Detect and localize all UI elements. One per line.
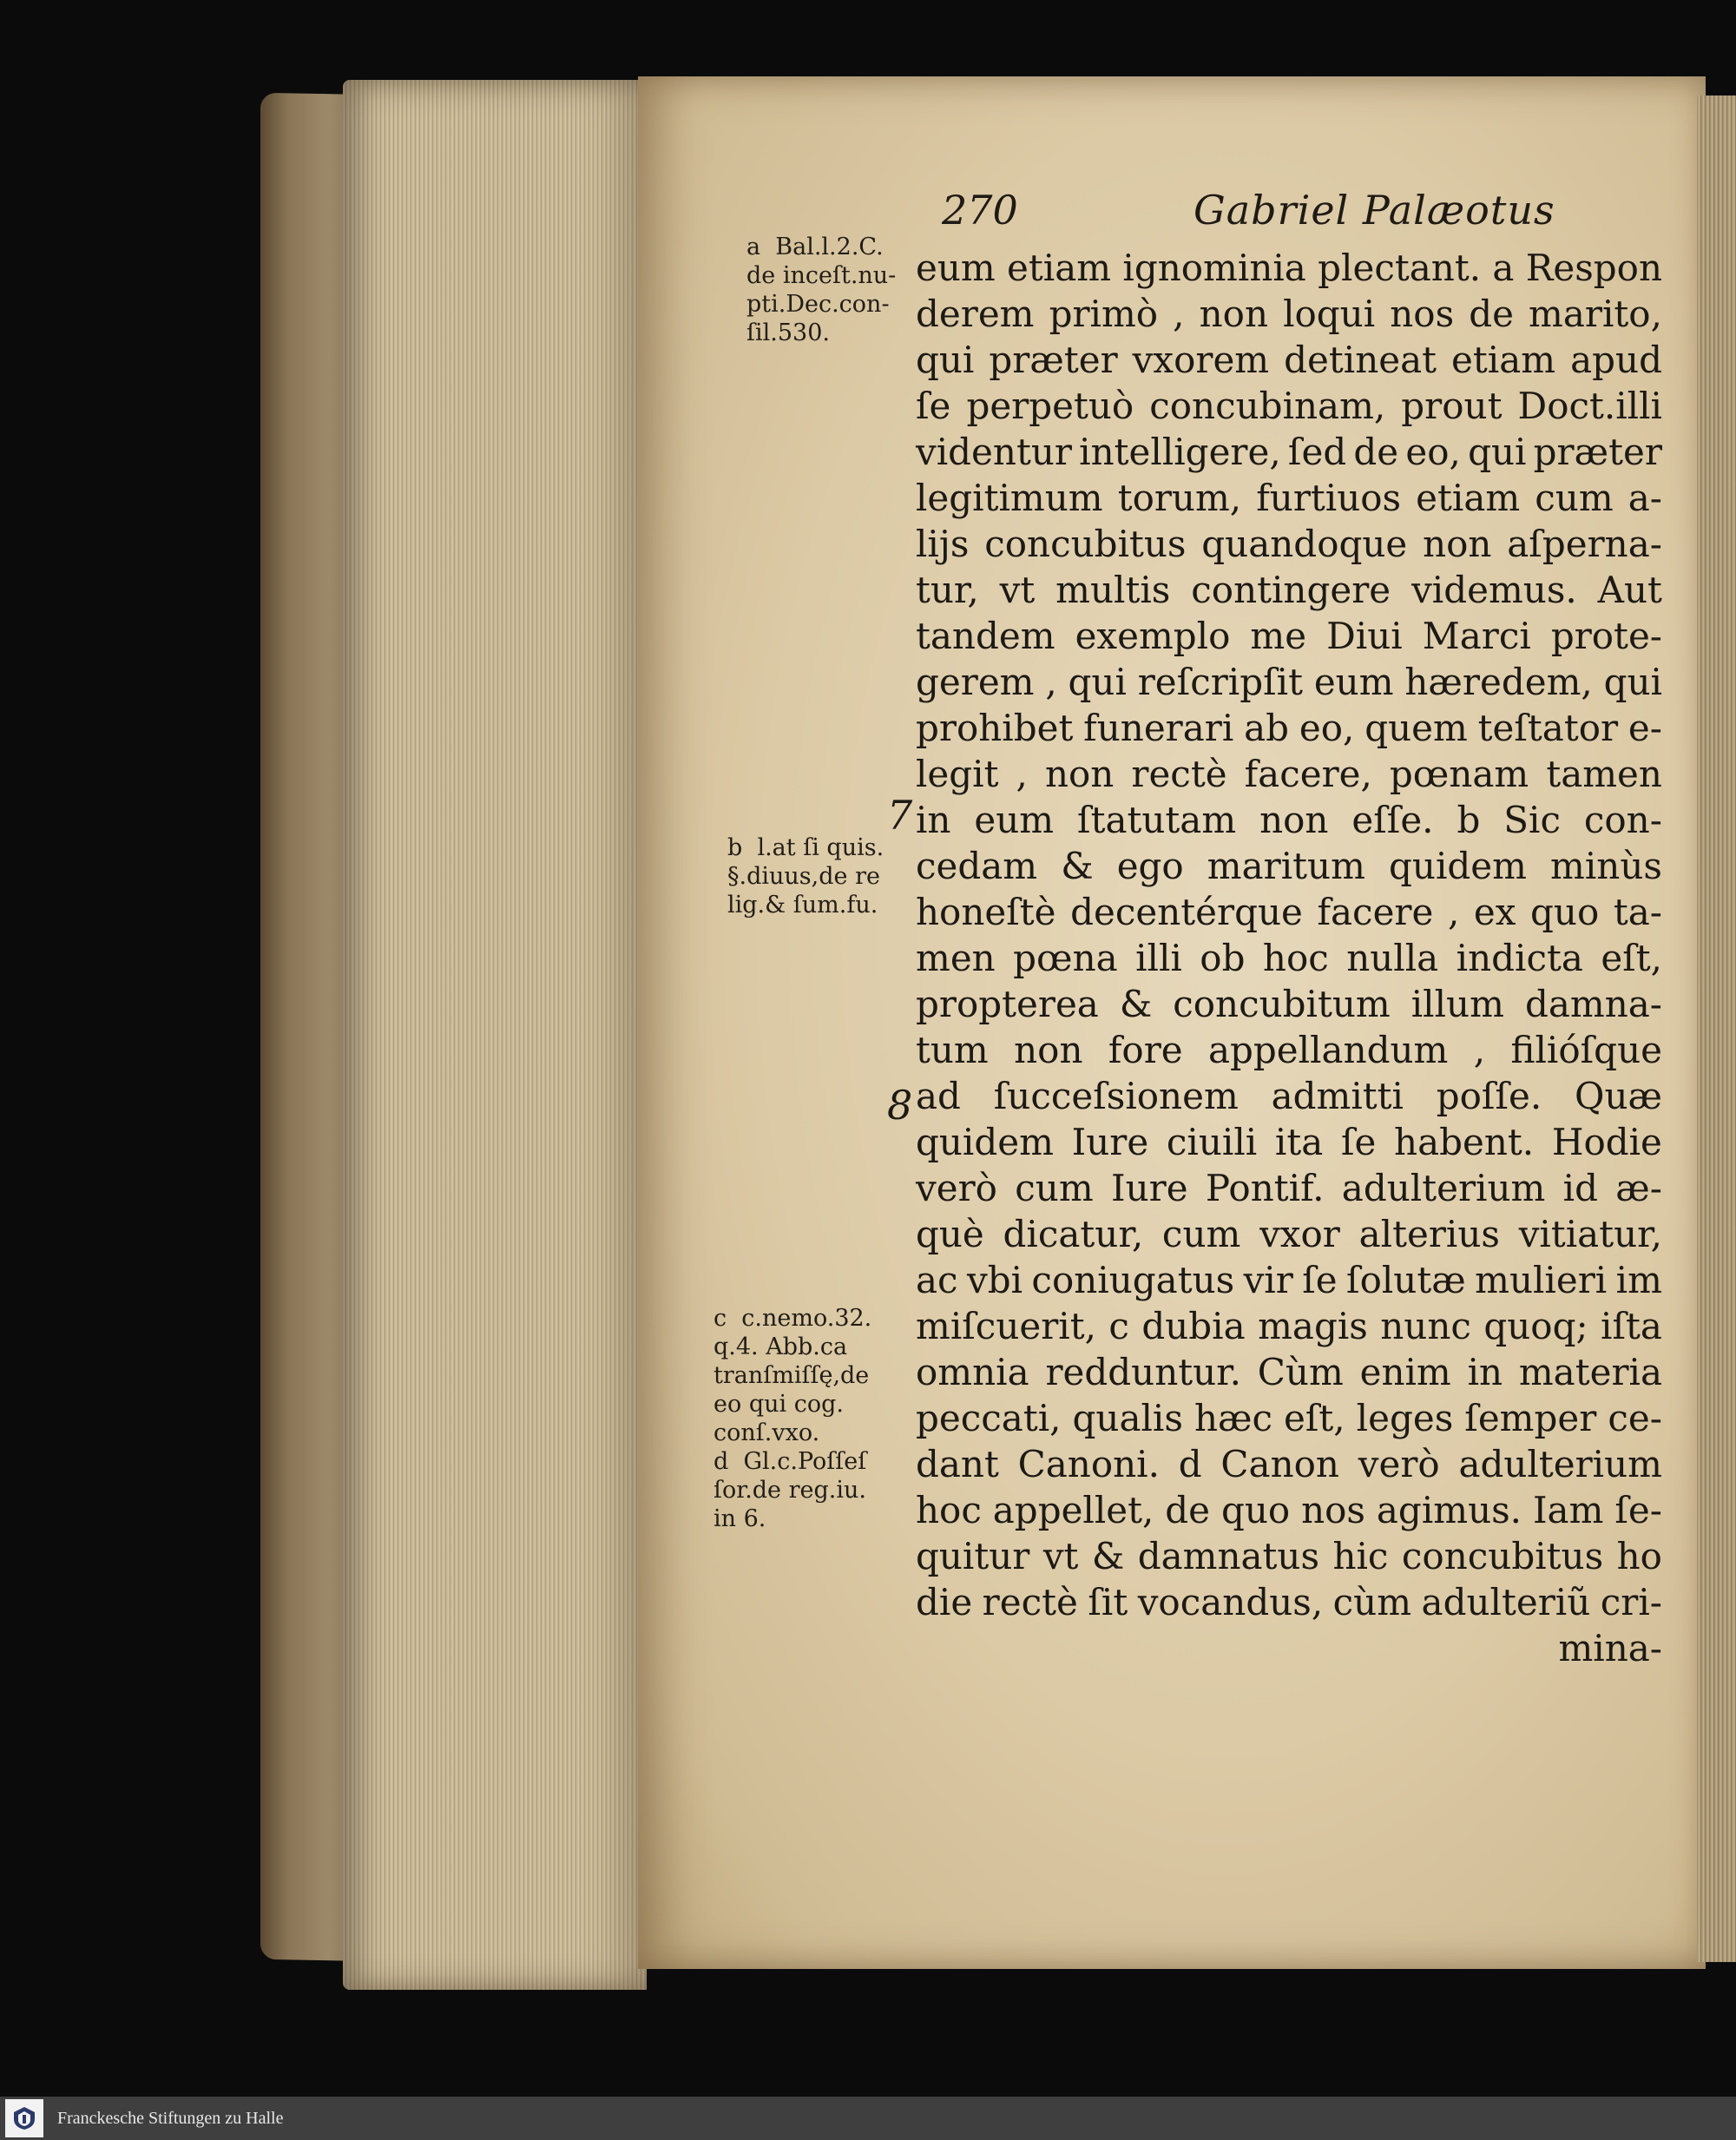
footer-text: Franckesche Stiftungen zu Halle — [57, 2108, 284, 2128]
text-line: ſe perpetuò concubinam, prout Doct.illi — [916, 385, 1662, 427]
text-line: derem primò , non loqui nos de marito, — [916, 293, 1662, 335]
text-line: cedam & ego maritum quidem minùs — [916, 845, 1662, 887]
text-line: videntur intelligere, ſed de eo, qui præter — [916, 431, 1662, 473]
margin-note-b: b l.at ſi quis. §.diuus,de re lig.& ſum.fu. — [727, 834, 884, 919]
line-marker-8: 8 — [887, 1082, 913, 1129]
text-line: quitur vt & damnatus hic concubitus ho — [916, 1535, 1662, 1577]
text-line: omnia redduntur. Cùm enim in materia — [916, 1351, 1662, 1393]
text-line: eum etiam ignominia plectant. a Respon — [916, 247, 1662, 289]
margin-note-a: a Bal.l.2.C. de inceſt.nu- pti.Dec.con- ſil.530. — [746, 234, 897, 346]
text-line: peccati, qualis hæc eſt, leges ſemper ce- — [916, 1397, 1662, 1439]
running-title: Gabriel Palæotus — [1194, 187, 1555, 234]
text-line: ac vbi coniugatus vir ſe ſolutæ mulieri im — [916, 1259, 1662, 1301]
facing-page-edge — [1697, 95, 1736, 1962]
text-line: miſcuerit, c dubia magis nunc quoq; iſta — [916, 1305, 1662, 1347]
text-line: ad ſucceſsionem admitti poſſe. Quæ — [916, 1075, 1662, 1117]
text-line: tur, vt multis contingere videmus. Aut — [916, 569, 1662, 611]
catchword: mina- — [1558, 1627, 1662, 1669]
footer-bar — [0, 2097, 1736, 2140]
margin-note-c: c c.nemo.32. q.4. Abb.ca tranſmiſſę,de eo qui cog. conſ.vxo. — [713, 1305, 872, 1446]
text-line: qui præter vxorem detineat etiam apud — [916, 339, 1662, 381]
text-line: legit , non rectè facere, pœnam tamen — [916, 753, 1662, 795]
text-line: die rectè ſit vocandus, cùm adulteriũ cri- — [916, 1581, 1662, 1623]
body-text — [916, 245, 1662, 1671]
text-line: tum non fore appellandum , filióſque — [916, 1029, 1662, 1071]
page-number: 270 — [942, 187, 1018, 234]
margin-note-d: d Gl.c.Poſſeſ ſor.de reg.iu. in 6. — [713, 1448, 867, 1532]
text-line: hoc appellet, de quo nos agimus. Iam ſe- — [916, 1489, 1662, 1531]
text-line: dant Canoni. d Canon verò adulterium — [916, 1443, 1662, 1485]
text-line: honeſtè decentérque facere , ex quo ta- — [916, 891, 1662, 933]
text-line: in eum ſtatutam non eſſe. b Sic con- — [916, 799, 1662, 841]
line-marker-7: 7 — [887, 792, 913, 839]
text-line: men pœna illi ob hoc nulla indicta eſt, — [916, 937, 1662, 979]
text-line: legitimum torum, furtiuos etiam cum a- — [916, 477, 1662, 519]
text-line: verò cum Iure Pontif. adulterium id æ- — [916, 1167, 1662, 1209]
text-line: tandem exemplo me Diui Marci prote- — [916, 615, 1662, 657]
institution-crest-icon — [5, 2099, 43, 2137]
text-line: propterea & concubitum illum damna- — [916, 983, 1662, 1025]
text-line: què dicatur, cum vxor alterius vitiatur, — [916, 1213, 1662, 1255]
page-block-edges — [343, 80, 647, 1990]
text-line: lijs concubitus quandoque non aſperna- — [916, 523, 1662, 565]
text-line: quidem Iure ciuili ita ſe habent. Hodie — [916, 1121, 1662, 1163]
text-line: gerem , qui reſcripſit eum hæredem, qui — [916, 661, 1662, 703]
text-line: prohibet funerari ab eo, quem teſtator e- — [916, 707, 1662, 749]
